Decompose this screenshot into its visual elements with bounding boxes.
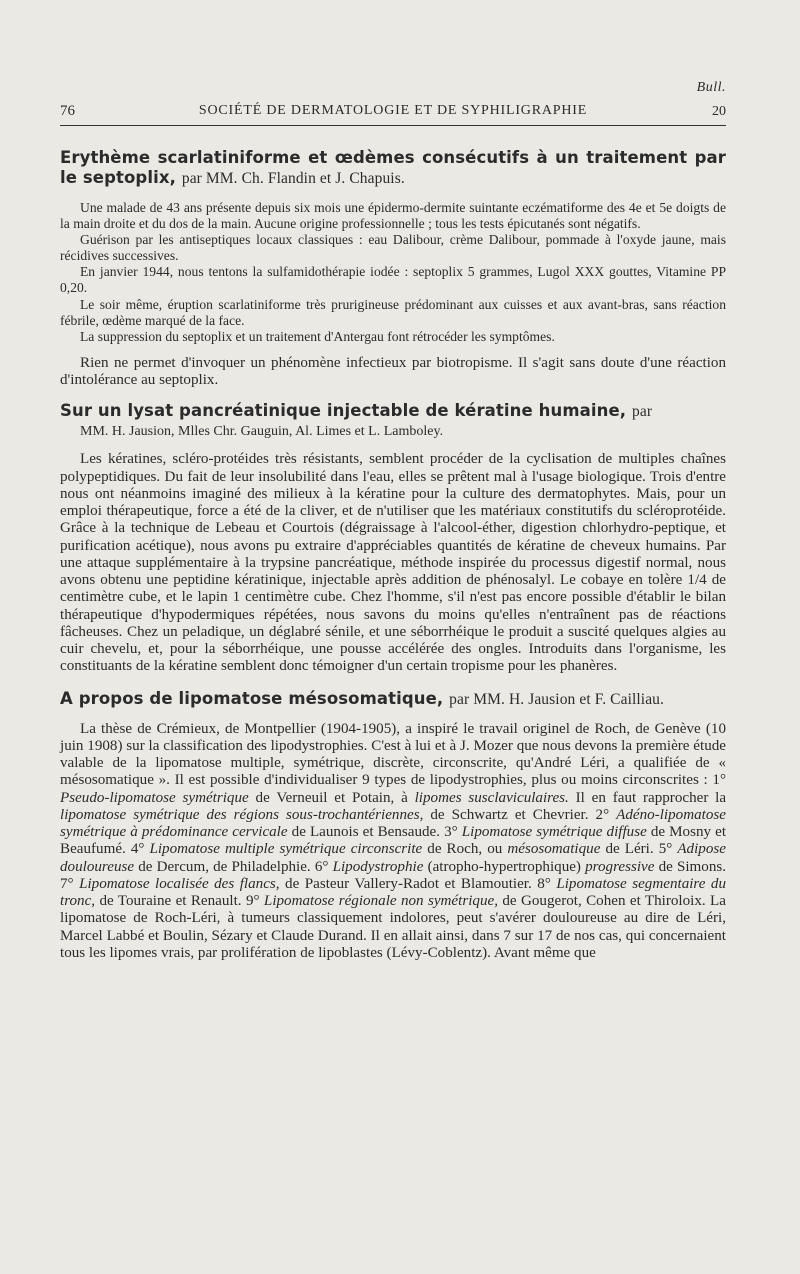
type-number: 5° xyxy=(658,841,673,858)
type-name: Adipose douloureuse xyxy=(60,841,726,875)
article-body xyxy=(60,721,726,963)
type-name: mésosomatique xyxy=(507,841,601,858)
running-header xyxy=(60,103,726,123)
type-name: Lipodystrophie xyxy=(332,858,424,875)
paragraph: La thèse de Crémieux, de Montpellier (1904-1905), a inspiré le travail originel de Roch, de Genève (10 juin 1908) sur la classification des lipodystrophies. C'est à lui et à J. Mozer que nous devons la première étude valable de la lipomatose multiple, symétrique, discrète, circonscrite, qu'André Léri, a qualifiée de « mésosomatique ». Il est possible d'individualiser 9 types de lipodystrophies, plus ou moins circonscrites : 1° Pseudo-lipomatose symétrique de Verneuil et Potain, à lipomes susclaviculaires. Il en faut rapprocher la lipomatose symétrique des régions sous-trochantériennes, de Schwartz et Chevrier. 2° Adéno-lipomatose symétrique à prédominance cervicale de Launois et Bensaude. 3° Lipomatose symétrique diffuse de Mosny et Beaufumé. 4° Lipomatose multiple symétrique circonscrite de Roch, ou mésosomatique de Léri. 5° Adipose douloureuse de Dercum, de Philadelphie. 6° Lipodystrophie (atropho-hypertrophique) progressive de Simons. 7° Lipomatose localisée des flancs, de Pasteur Vallery-Radot et Blamoutier. 8° Lipomatose segmentaire du tronc, de Touraine et Renault. 9° Lipomatose régionale non symétrique, de Gougerot, Cohen et Thiroloix. La lipomatose de Roch-Léri, à tumeurs classiquement indolores, peut s'avérer douloureuse au dire de Léri, Marcel Labbé et Boulin, Sézary et Claude Durand. Il en allait ainsi, dans 7 sur 17 de nos cas, qui concernaient tous les lipomes vrais, par prolifération de lipoblastes (Lévy-Coblentz). Avant même que xyxy=(60,720,727,961)
type-description: de Léri. xyxy=(605,841,654,858)
article-body xyxy=(60,451,726,675)
paragraph: Guérison par les antiseptiques locaux classiques : eau Dalibour, crème Dalibour, pommade à l'oxyde jaune, mais récidives successives. xyxy=(60,232,726,264)
article-authors: MM. H. Jausion, Mlles Chr. Gauguin, Al. Limes et L. Lamboley. xyxy=(80,424,444,440)
type-description: de Pasteur Vallery-Radot et Blamoutier. xyxy=(285,875,532,892)
article-byline: par MM. Ch. Flandin et J. Chapuis. xyxy=(181,170,405,187)
type-name: Lipomatose segmentaire du tronc, xyxy=(60,875,727,910)
running-title: SOCIÉTÉ DE DERMATOLOGIE ET DE SYPHILIGRAPHIE xyxy=(198,103,588,118)
type-name: progressive xyxy=(585,858,655,875)
type-number: 1° xyxy=(712,772,727,789)
paragraph: Le soir même, éruption scarlatiniforme très prurigineuse prédominant aux cuisses et aux avant-bras, sans réaction fébrile, œdème marqué de la face. xyxy=(60,296,726,328)
bulletin-mark: Bull. xyxy=(696,80,726,95)
page-body xyxy=(60,142,726,962)
type-name: Lipomatose régionale non symétrique, xyxy=(263,893,498,910)
type-description: de Launois et Bensaude. xyxy=(291,824,441,841)
article-title: Sur un lysat pancréatinique injectable de kératine humaine, par xyxy=(60,401,653,421)
paragraph: La suppression du septoplix et un traitement d'Antergau font rétrocéder les symptômes. xyxy=(80,328,555,344)
type-number: 2° xyxy=(595,806,610,823)
type-name: Pseudo-lipomatose symétrique xyxy=(60,789,249,806)
type-name: Lipomatose multiple symétrique circonscrite xyxy=(149,841,423,858)
type-description: de Roch, ou xyxy=(427,841,503,858)
paragraph: Rien ne permet d'invoquer un phénomène infectieux par biotropisme. Il s'agit sans doute d'une réaction d'intolérance au septoplix. xyxy=(60,354,726,389)
page-number: 76 xyxy=(60,103,75,119)
type-description: Il en faut rapprocher la xyxy=(575,789,727,806)
paragraph: Une malade de 43 ans présente depuis six mois une épidermo-dermite suintante eczématiforme des 4e et 5e doigts de la main droite et du dos de la main. Aucune origine professionnelle ; tous les tests épicutanés sont négatifs. xyxy=(60,200,726,232)
type-description: de Gougerot, Cohen et Thiroloix. xyxy=(502,893,706,910)
type-name: Adéno-lipomatose symétrique à prédominance cervicale xyxy=(60,806,726,841)
paragraph: En janvier 1944, nous tentons la sulfamidothérapie iodée : septoplix 5 grammes, Lugol XXX gouttes, Vitamine PP 0,20. xyxy=(60,264,726,296)
article-keratine xyxy=(60,401,726,675)
article-conclusion-block xyxy=(60,355,726,390)
type-description: de Schwartz et Chevrier. xyxy=(430,806,589,823)
header-rule xyxy=(60,125,726,126)
type-name: Lipomatose symétrique diffuse xyxy=(461,824,647,841)
type-number: 4° xyxy=(130,841,145,858)
type-description: de Dercum, de Philadelphie. xyxy=(138,858,311,875)
type-description: de Mosny et Beaufumé. xyxy=(60,824,727,858)
type-number: 3° xyxy=(444,824,458,841)
type-description: (atropho-hypertrophique) xyxy=(427,858,581,875)
article-body xyxy=(60,200,726,345)
issue-number: 20 xyxy=(712,104,726,119)
article-lipomatose xyxy=(60,689,726,963)
type-description: de Simons. xyxy=(658,858,727,875)
paragraph: Les kératines, scléro-protéides très résistants, semblent procéder de la cyclisation de multiples chaînes polypeptidiques. Du fait de leur insolubilité dans l'eau, elles se prêtent mal à l'usage biologique. Trois d'entre nous ont néanmoins imaginé des milieux à la kératine pour la culture des dermatophytes. Mais, pour un emploi thérapeutique, force a été de la cliver, et de n'utiliser que les matériaux constitutifs du scléroprotéide. Grâce à la technique de Lebeau et Courtois (dégraissage à l'alcool-éther, digestion chlorhydro-peptique, et purification acétique), nous avons pu extraire d'appréciables quantités de kératine de cheveux humains. Par une attaque supplémentaire à la trypsine pancréatique, méthode inspirée du processus digestif normal, nous avons obtenu une peptidine kératinique, injectable après addition de phénosalyl. Le cobaye en tolère 1/4 de centimètre cube, et le lapin 1 centimètre cube. Chez l'homme, s'il n'est pas encore possible d'établir le bilan thérapeutique d'hypodermiques répétées, nous savons du moins qu'elles n'entraînent pas de réactions fâcheuses. Chez un peladique, un déglabré sénile, et une séborrhéique le produit a suscité quelques algies au cuir chevelu, et, pour la séborrhéique, une pousse accélérée des ongles. Introduits dans l'organisme, les constituants de la kératine semblent donc témoigner d'un certain tropisme pour les phanères. xyxy=(60,451,726,675)
type-name: Lipomatose localisée des flancs, xyxy=(79,875,280,892)
lipodystrophy-types xyxy=(60,772,726,909)
type-number: 7° xyxy=(60,875,74,892)
type-description: de Touraine et Renault. xyxy=(99,893,242,910)
type-number: 6° xyxy=(314,858,329,875)
article-byline: par MM. H. Jausion et F. Cailliau. xyxy=(449,690,665,708)
article-title: A propos de lipomatose mésosomatique, par MM. H. Jausion et F. Cailliau. xyxy=(60,688,665,708)
article-title: Erythème scarlatiniforme et œdèmes consécutifs à un traitement par le septoplix, par MM. Ch. Flandin et J. Chapuis. xyxy=(60,148,726,187)
type-number: 9° xyxy=(245,893,260,910)
article-erytheme xyxy=(60,148,726,345)
type-name: lipomes susclaviculaires. xyxy=(414,789,569,806)
type-description: de Verneuil et Potain, à xyxy=(255,789,408,806)
type-name: lipomatose symétrique des régions sous-trochantériennes, xyxy=(60,806,424,823)
type-number: 8° xyxy=(537,875,551,892)
